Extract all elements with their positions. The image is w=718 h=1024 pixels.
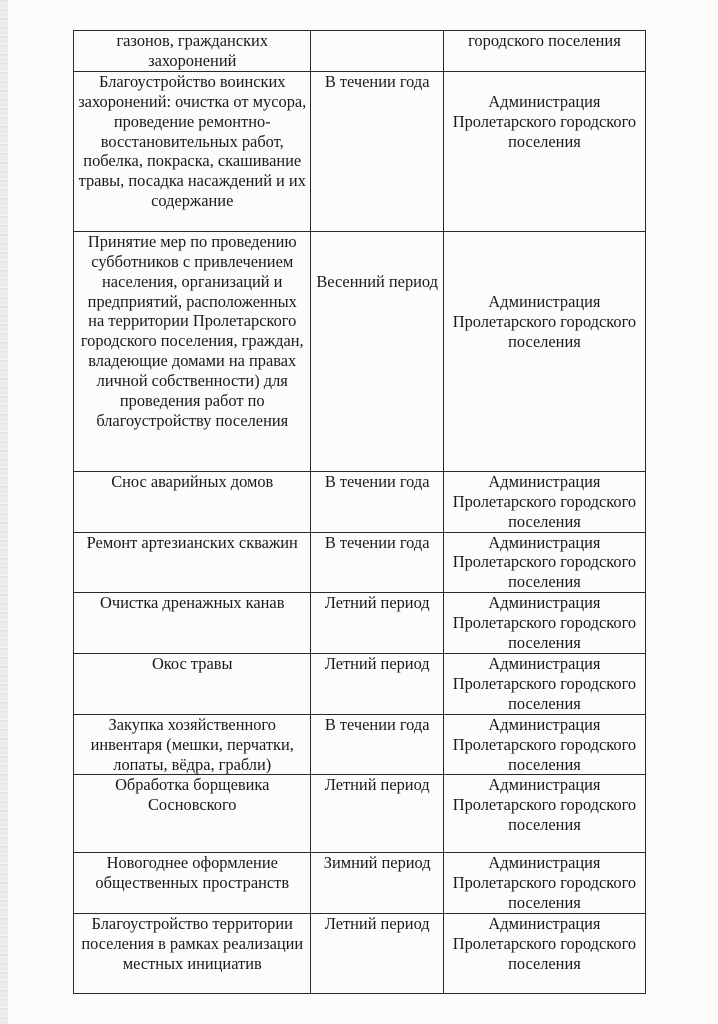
table-row: [74, 593, 646, 654]
period-cell: Зимний период: [311, 853, 443, 914]
table-row: [74, 853, 646, 914]
activity-cell: Обработка борщевика Сосновского: [74, 775, 311, 853]
activity-cell: Благоустройство воинских захоронений: очистка от мусора, проведение ремонтно-восстановительных работ, побелка, покраска, скашивание травы, посадка насаждений и их содержание: [74, 71, 311, 231]
period-cell: В течении года: [311, 71, 443, 231]
activity-cell: Очистка дренажных канав: [74, 593, 311, 654]
period-cell: Летний период: [311, 914, 443, 994]
period-cell: В течении года: [311, 532, 443, 593]
activity-cell: Новогоднее оформление общественных пространств: [74, 853, 311, 914]
responsible-cell: Администрация Пролетарского городского поселения: [443, 775, 645, 853]
responsible-cell: Администрация Пролетарского городского поселения: [443, 914, 645, 994]
responsible-cell: Администрация Пролетарского городского поселения: [443, 853, 645, 914]
responsible-cell: городского поселения: [443, 31, 645, 72]
activity-cell: Снос аварийных домов: [74, 471, 311, 532]
period-cell: В течении года: [311, 714, 443, 775]
responsible-cell: Администрация Пролетарского городского поселения: [443, 231, 645, 471]
responsible-cell: Администрация Пролетарского городского поселения: [443, 714, 645, 775]
activities-table: [73, 30, 646, 994]
responsible-cell: Администрация Пролетарского городского поселения: [443, 593, 645, 654]
activity-cell: Окос травы: [74, 653, 311, 714]
period-cell: Весенний период: [311, 231, 443, 471]
activity-cell: Благоустройство территории поселения в рамках реализации местных инициатив: [74, 914, 311, 994]
table-row: [74, 775, 646, 853]
responsible-cell: Администрация Пролетарского городского поселения: [443, 532, 645, 593]
responsible-cell: Администрация Пролетарского городского поселения: [443, 653, 645, 714]
scan-edge-shadow: [0, 0, 8, 1024]
table-row: [74, 714, 646, 775]
period-cell: Летний период: [311, 653, 443, 714]
period-cell: Летний период: [311, 593, 443, 654]
table-row: [74, 532, 646, 593]
responsible-cell: Администрация Пролетарского городского поселения: [443, 471, 645, 532]
period-cell: В течении года: [311, 471, 443, 532]
responsible-cell: Администрация Пролетарского городского поселения: [443, 71, 645, 231]
table-row: [74, 231, 646, 471]
activity-cell: Ремонт артезианских скважин: [74, 532, 311, 593]
activity-cell: Принятие мер по проведению субботников с привлечением населения, организаций и предприятий, расположенных на территории Пролетарского городского поселения, граждан, владеющие домами на правах личной собственности) для проведения работ по благоустройству поселения: [74, 231, 311, 471]
table-row: [74, 914, 646, 994]
period-cell: Летний период: [311, 775, 443, 853]
table-row: [74, 71, 646, 231]
table-row: [74, 31, 646, 72]
activity-cell: газонов, гражданских захоронений: [74, 31, 311, 72]
table-row: [74, 653, 646, 714]
period-cell: [311, 31, 443, 72]
table-row: [74, 471, 646, 532]
activity-cell: Закупка хозяйственного инвентаря (мешки, перчатки, лопаты, вёдра, грабли): [74, 714, 311, 775]
